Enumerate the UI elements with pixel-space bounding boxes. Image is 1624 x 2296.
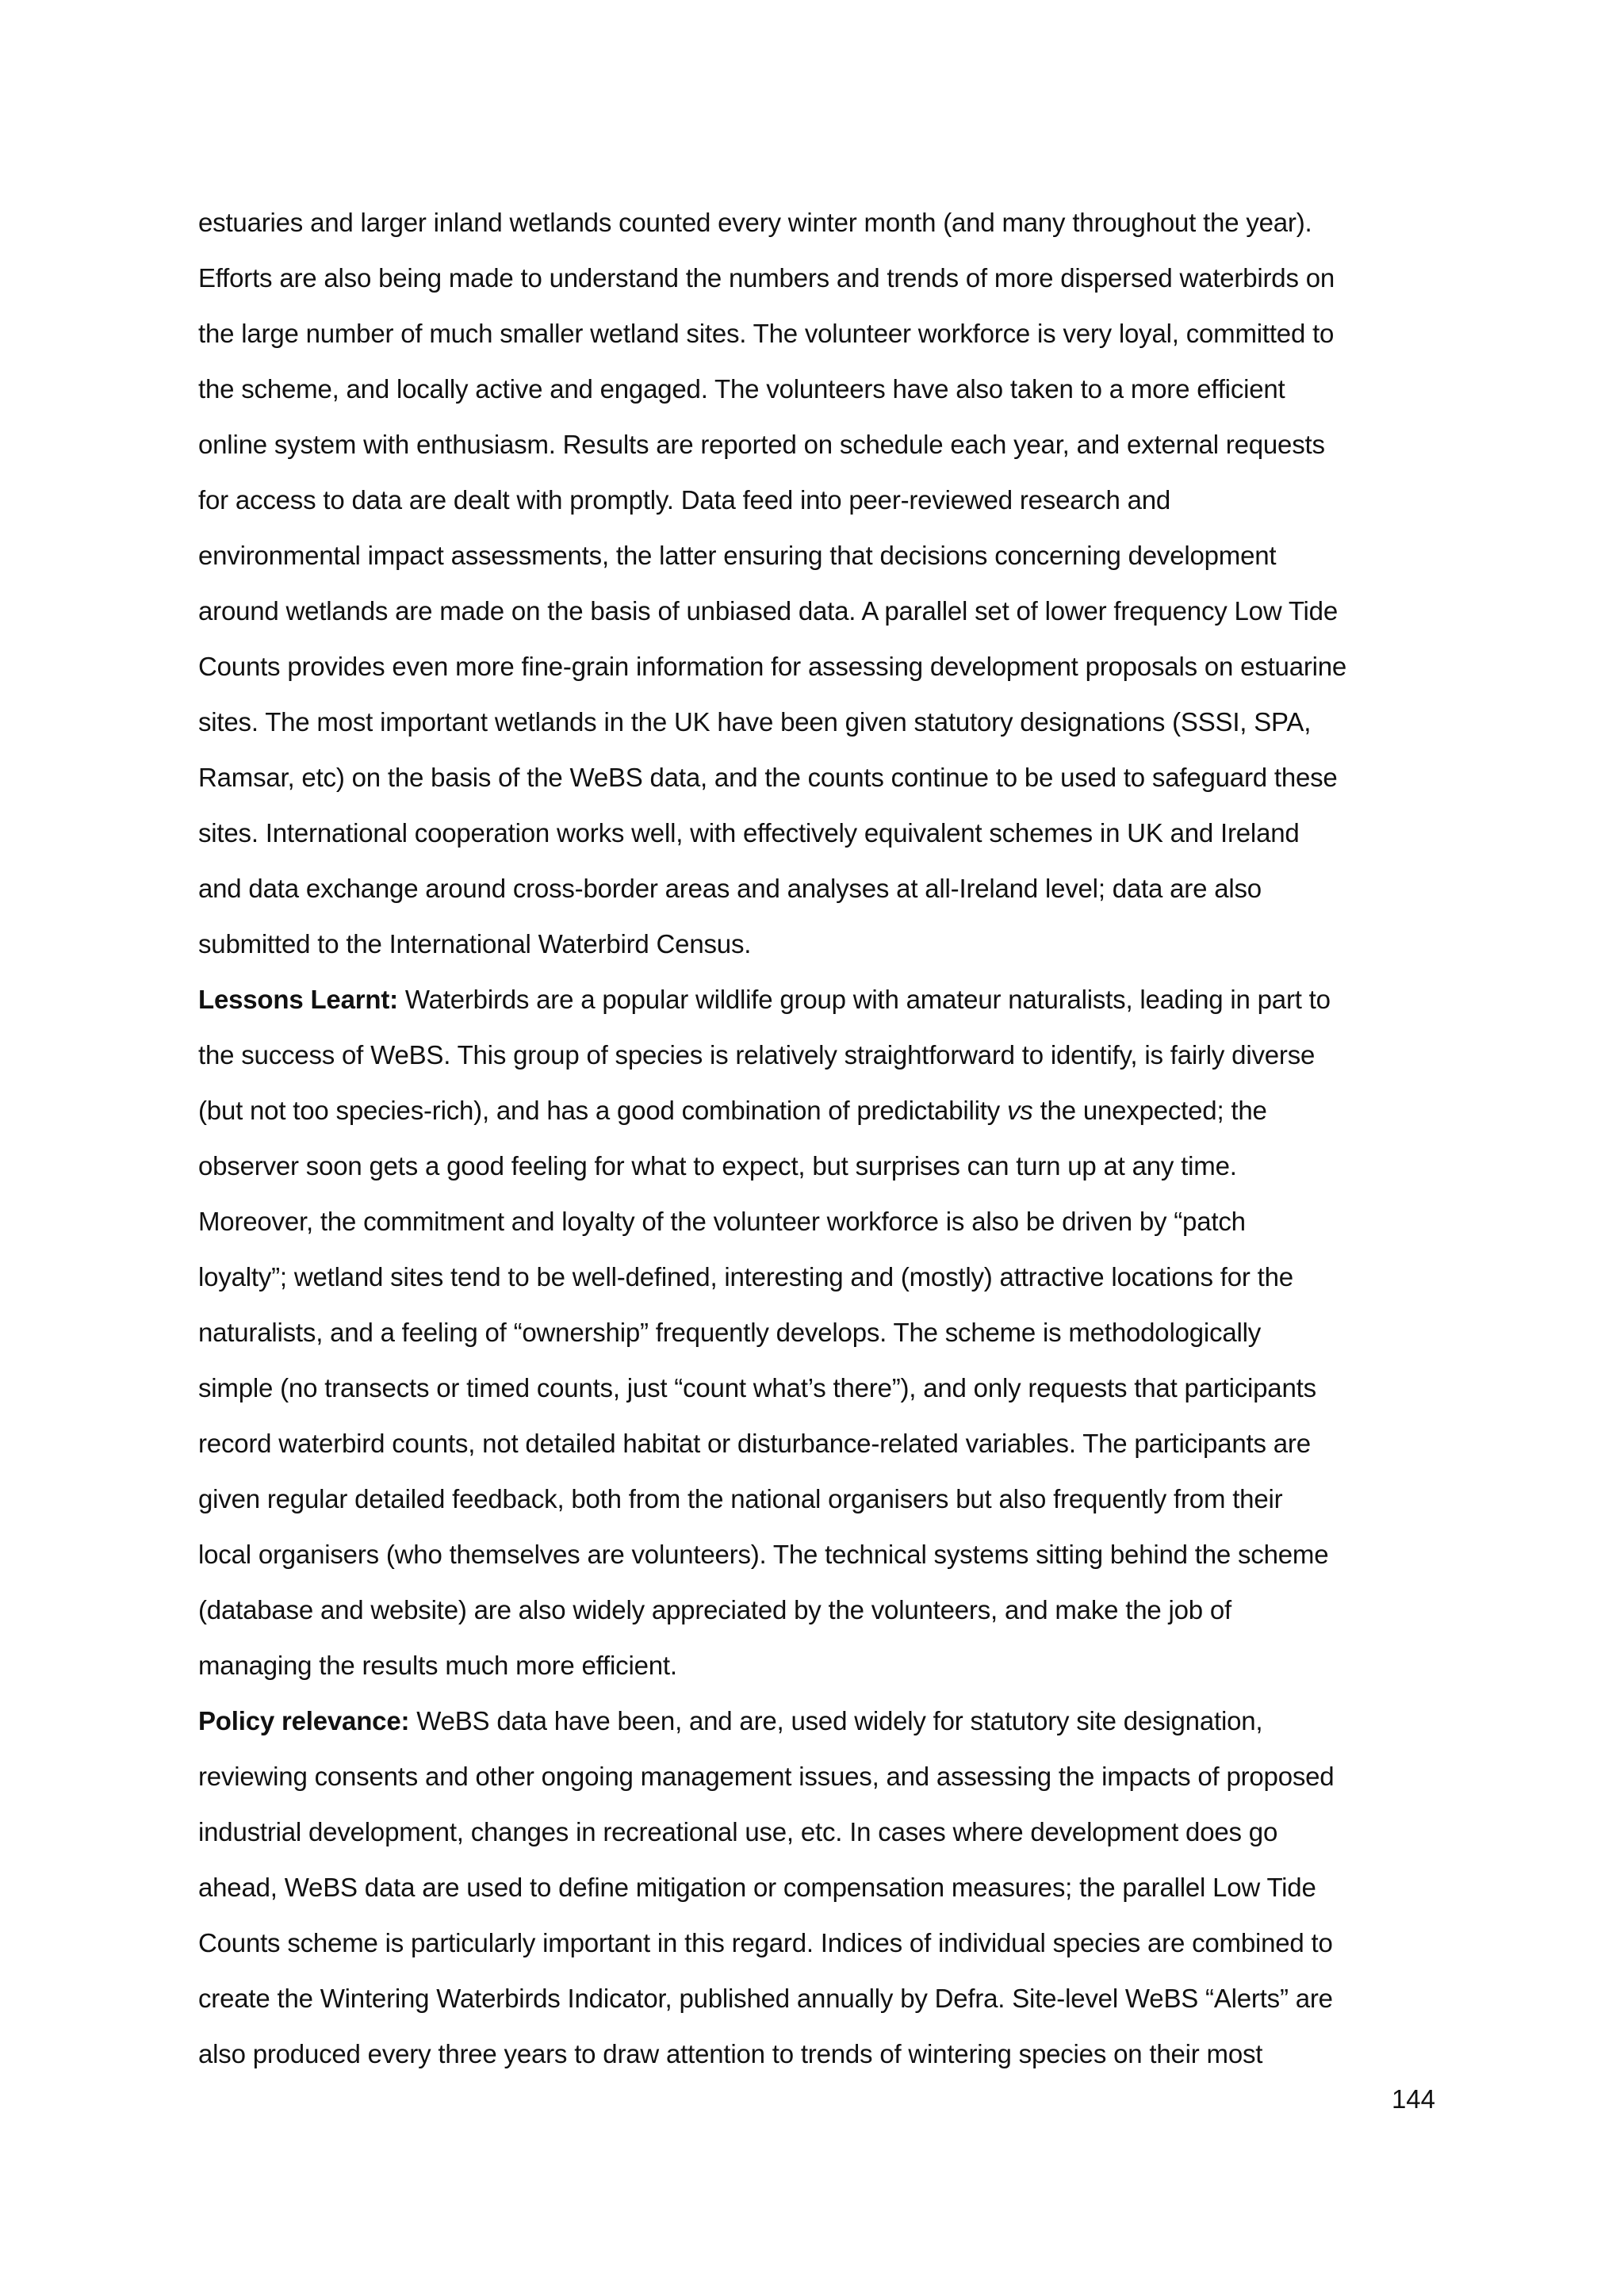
body-line: for access to data are dealt with promptly. Data feed into peer-reviewed research and: [198, 485, 1171, 515]
body-line: local organisers (who themselves are volunteers). The technical systems sitting behind the scheme: [198, 1540, 1329, 1569]
body-line: Ramsar, etc) on the basis of the WeBS data, and the counts continue to be used to safeguard these: [198, 763, 1338, 792]
body-line: create the Wintering Waterbirds Indicator, published annually by Defra. Site-level WeBS “Alerts” are: [198, 1984, 1333, 2013]
body-line: record waterbird counts, not detailed habitat or disturbance-related variables. The participants are: [198, 1429, 1311, 1458]
body-line: (but not too species-rich), and has a good combination of predictability vs the unexpected; the: [198, 1096, 1267, 1125]
body-line: industrial development, changes in recreational use, etc. In cases where development does go: [198, 1817, 1278, 1846]
body-line: also produced every three years to draw attention to trends of wintering species on their most: [198, 2039, 1263, 2068]
body-line: environmental impact assessments, the latter ensuring that decisions concerning development: [198, 541, 1277, 570]
section-line-lessons-learnt: Lessons Learnt: Waterbirds are a popular wildlife group with amateur naturalists, leading in part to: [198, 985, 1331, 1014]
body-line: Moreover, the commitment and loyalty of the volunteer workforce is also be driven by “patch: [198, 1207, 1246, 1236]
body-line: the large number of much smaller wetland sites. The volunteer workforce is very loyal, committed to: [198, 319, 1335, 348]
body-line: loyalty”; wetland sites tend to be well-defined, interesting and (mostly) attractive locations for the: [198, 1262, 1293, 1292]
body-line: sites. International cooperation works well, with effectively equivalent schemes in UK and Ireland: [198, 818, 1300, 848]
document-body: [198, 195, 1435, 2082]
body-line: sites. The most important wetlands in the UK have been given statutory designations (SSSI, SPA,: [198, 707, 1312, 737]
body-line: Counts scheme is particularly important in this regard. Indices of individual species are combined to: [198, 1928, 1333, 1957]
body-line: the scheme, and locally active and engaged. The volunteers have also taken to a more efficient: [198, 374, 1285, 404]
body-line: ahead, WeBS data are used to define mitigation or compensation measures; the parallel Low Tide: [198, 1873, 1316, 1902]
body-line: managing the results much more efficient.: [198, 1651, 677, 1680]
body-line: Counts provides even more fine-grain information for assessing development proposals on estuarine: [198, 652, 1347, 681]
body-line: online system with enthusiasm. Results are reported on schedule each year, and external requests: [198, 430, 1325, 459]
section-label-lessons-learnt: Lessons Learnt:: [198, 985, 398, 1014]
body-line: and data exchange around cross-border areas and analyses at all-Ireland level; data are also: [198, 874, 1262, 903]
page-number: 144: [1391, 2084, 1435, 2114]
body-line: simple (no transects or timed counts, just “count what’s there”), and only requests that participants: [198, 1373, 1316, 1402]
body-line: the success of WeBS. This group of species is relatively straightforward to identify, is fairly diverse: [198, 1040, 1316, 1070]
section-line-policy-relevance: Policy relevance: WeBS data have been, and are, used widely for statutory site designation,: [198, 1706, 1263, 1735]
body-line: naturalists, and a feeling of “ownership” frequently develops. The scheme is methodologically: [198, 1318, 1262, 1347]
body-line: observer soon gets a good feeling for what to expect, but surprises can turn up at any time.: [198, 1151, 1237, 1181]
body-line: given regular detailed feedback, both from the national organisers but also frequently from their: [198, 1484, 1283, 1513]
body-line: around wetlands are made on the basis of unbiased data. A parallel set of lower frequency Low Tide: [198, 596, 1338, 626]
section-label-policy-relevance: Policy relevance:: [198, 1706, 410, 1735]
body-line: estuaries and larger inland wetlands counted every winter month (and many throughout the year).: [198, 208, 1312, 237]
body-line: reviewing consents and other ongoing management issues, and assessing the impacts of proposed: [198, 1762, 1335, 1791]
body-line: submitted to the International Waterbird Census.: [198, 929, 752, 959]
body-line: (database and website) are also widely appreciated by the volunteers, and make the job of: [198, 1595, 1232, 1624]
body-line: Efforts are also being made to understand the numbers and trends of more dispersed waterbirds on: [198, 263, 1335, 293]
